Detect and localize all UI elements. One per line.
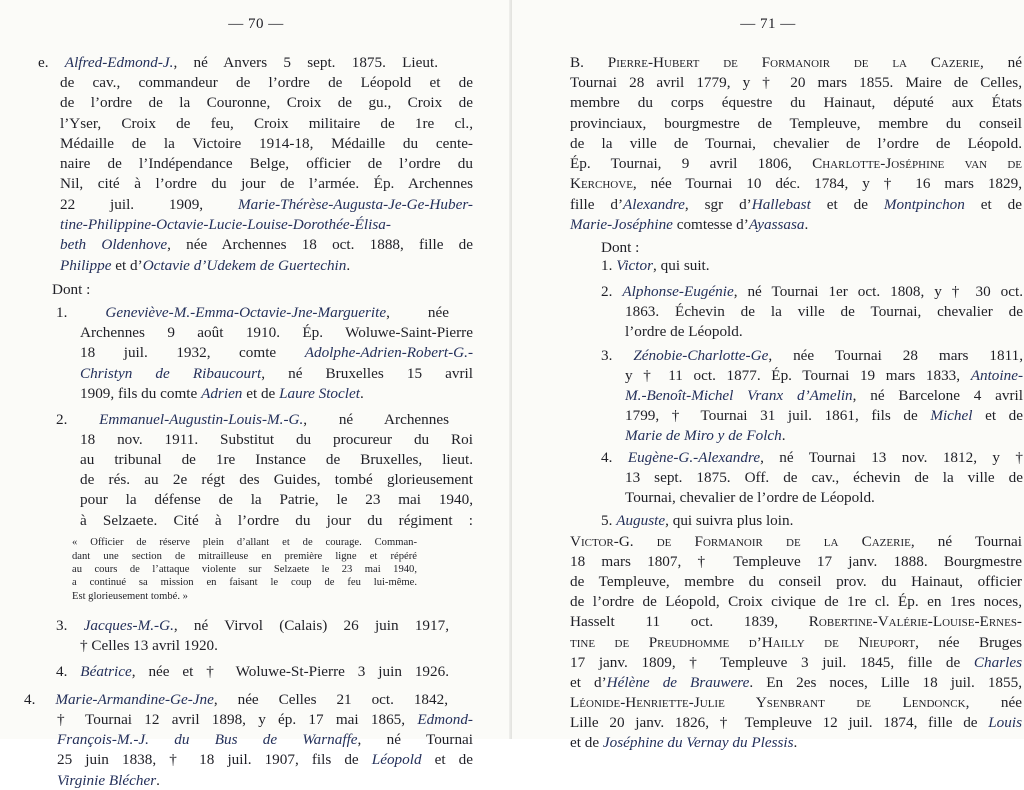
text-line [80, 364, 473, 383]
name-italic: Alphonse-Eugénie [622, 283, 734, 300]
text-run: , née Tournai 28 mars 1811, [768, 347, 1023, 364]
text-run: Lille 20 janv. 1826, † Templeuve 12 juil. 1874, fille de [570, 714, 989, 731]
text-run: et de [964, 196, 1022, 213]
text-run: Médaille de la Victoire 1914-18, Médaille du cente- [60, 135, 473, 152]
text-run: B. [570, 54, 608, 71]
text-run: , né Anvers 5 sept. 1875. Lieut. [173, 54, 438, 71]
text-run: et d’ [570, 674, 607, 691]
text-run: provinciaux, bourgmestre de Templeuve, membre du conseil [570, 115, 1022, 132]
text-line [625, 366, 1023, 385]
text-run: . [781, 427, 786, 444]
text-line [570, 713, 1022, 732]
text-run: Archennes 9 août 1910. Ép. Woluwe-Saint-Pierre [80, 324, 473, 341]
name-italic: M.-Benoît-Michel Vranx d’Amelin [625, 387, 853, 404]
name-small-caps: Pierre-Hubert de Formanoir de la Cazerie [607, 54, 981, 71]
name-italic: Marie-Armandine-Ge-Jne [55, 691, 214, 708]
text-line [56, 410, 449, 429]
text-line [80, 430, 473, 449]
text-run: , née Archennes 18 oct. 1888, fille de [167, 236, 473, 253]
text-run: , né Bruxelles 15 avril [261, 365, 473, 382]
name-italic: Victor [616, 257, 654, 274]
quote-line [72, 550, 417, 564]
text-run: e. [38, 54, 65, 71]
name-italic: Louis [988, 714, 1022, 731]
text-line [625, 302, 1023, 321]
text-run: au tribunal de 1re Instance de Bruxelles, lieut. [80, 451, 473, 468]
text-line [570, 653, 1022, 672]
text-run: naire de l’Indépendance Belge, officier de l’ordre du [60, 155, 473, 172]
text-run: , qui suit. [653, 257, 710, 274]
text-line [57, 710, 473, 729]
text-run: et de [570, 734, 603, 751]
text-run: de l’ordre de Léopold, Croix civique de 1re cl. Ép. en 1res noces, [570, 593, 1022, 610]
text-line [625, 468, 1023, 487]
text-line [60, 195, 473, 214]
name-italic: Philippe [60, 257, 112, 274]
name-italic: Zénobie-Charlotte-Ge [633, 347, 769, 364]
text-line [570, 174, 1022, 193]
text-run: 5. [601, 512, 617, 529]
name-italic: Montpinchon [883, 196, 965, 213]
text-run: et de [242, 385, 280, 402]
text-line [570, 572, 1022, 591]
name-small-caps: Charlotte-Joséphine van de [812, 155, 1022, 172]
text-run: et d’ [111, 257, 143, 274]
text-run: Nil, cité à l’ordre du jour de l’armée. Ép. Archennes [60, 175, 473, 192]
text-line [601, 282, 1023, 301]
name-italic: Adolphe-Adrien-Robert-G.- [304, 344, 473, 361]
text-run: , née Bruges [915, 634, 1022, 651]
text-line [601, 511, 793, 530]
text-line [601, 256, 710, 275]
name-italic: Léopold [371, 751, 422, 768]
text-run: comtesse d’ [672, 216, 749, 233]
quote-line [72, 590, 188, 604]
text-line [60, 134, 473, 153]
text-run: 1. [601, 257, 617, 274]
name-italic: tine-Philippine-Octavie-Lucie-Louise-Dorothée-Élisa- [60, 216, 391, 233]
text-run: . [804, 216, 809, 233]
text-line [570, 673, 1022, 692]
text-run: , né Tournai 13 nov. 1812, y † [760, 449, 1023, 466]
text-line [60, 174, 473, 193]
text-run: † Celles 13 avril 1920. [80, 637, 218, 654]
text-line [601, 448, 1023, 467]
text-line [570, 592, 1022, 611]
text-run: a continué sa mission en faisant le coup de feu lui-même. [72, 577, 417, 588]
text-run: . [346, 257, 351, 274]
text-line [80, 343, 473, 362]
quote-line [72, 536, 417, 550]
text-line [60, 73, 473, 92]
text-run: Tournai 28 avril 1779, y † 20 mars 1855. Maire de Celles, [570, 74, 1022, 91]
text-run: de la ville de Tournai, chevalier de l’ordre de Léopold. [570, 135, 1022, 152]
text-line [625, 406, 1023, 425]
text-run: , qui suivra plus loin. [665, 512, 794, 529]
text-run: 25 juin 1838, † 18 juil. 1907, fils de [57, 751, 372, 768]
text-line [570, 215, 808, 234]
text-run: l’Yser, Croix de feu, Croix militaire de 1re cl., [60, 115, 473, 132]
text-line [570, 114, 1022, 133]
name-italic: Edmond- [417, 711, 473, 728]
text-line [24, 690, 448, 709]
name-italic: Virginie Blécher [57, 772, 157, 789]
text-run: 18 mars 1807, † Templeuve 17 janv. 1888. Bourgmestre [570, 553, 1022, 570]
text-line [570, 195, 1022, 214]
quote-line [72, 563, 417, 577]
name-italic: Antoine- [970, 367, 1023, 384]
text-run: 18 juil. 1932, comte [80, 344, 305, 361]
text-line [625, 488, 875, 507]
text-run: 18 nov. 1911. Substitut du procureur du Roi [80, 431, 473, 448]
text-run: , né Virvol (Calais) 26 juin 1917, [173, 617, 449, 634]
text-run: Ép. Tournai, 9 avril 1806, [570, 155, 813, 172]
text-line [80, 636, 218, 655]
text-run: Dont : [52, 281, 91, 298]
text-line [56, 303, 449, 322]
text-line [52, 280, 90, 299]
name-italic: Hallebast [751, 196, 811, 213]
text-run: . En 2es noces, Lille 18 juil. 1855, [749, 674, 1022, 691]
name-italic: beth Oldenhove [60, 236, 168, 253]
text-run: , né Tournai 1er oct. 1808, y † 30 oct. [733, 283, 1023, 300]
text-line [80, 323, 473, 342]
text-run: , née et † Woluwe-St-Pierre 3 juin 1926. [131, 663, 449, 680]
text-run: . [156, 772, 160, 789]
text-run: 1909, fils du comte [80, 385, 202, 402]
text-run: 1. [56, 304, 106, 321]
name-italic: Geneviève-M.-Emma-Octavie-Jne-Marguerite [105, 304, 387, 321]
text-run: et de [810, 196, 884, 213]
text-run: à Selzaete. Cité à l’ordre du jour du régiment : [80, 512, 473, 529]
text-line [60, 114, 473, 133]
text-line [570, 532, 1022, 551]
text-line [80, 384, 364, 403]
text-run: 1799, † Tournai 31 juil. 1861, fils de [625, 407, 931, 424]
text-run: de Templeuve, membre du conseil prov. du Hainaut, officier [570, 573, 1022, 590]
text-line [56, 662, 449, 681]
text-run: et de [972, 407, 1023, 424]
text-run: , sgr d’ [684, 196, 752, 213]
name-italic: Alexandre [623, 196, 685, 213]
name-italic: Béatrice [80, 663, 132, 680]
text-run: Tournai, chevalier de l’ordre de Léopold. [625, 489, 875, 506]
text-run: 2. [601, 283, 623, 300]
text-run: l’ordre de Léopold. [625, 323, 743, 340]
text-line [38, 53, 438, 72]
name-italic: Michel [930, 407, 973, 424]
text-line [625, 386, 1023, 405]
text-run: 1863. Échevin de la ville de Tournai, chevalier de [625, 303, 1023, 320]
text-run: 22 juil. 1909, [60, 196, 238, 213]
text-run: , née Celles 21 oct. 1842, [213, 691, 448, 708]
text-line [57, 730, 473, 749]
name-italic: Octavie d’Udekem de Guertechin [142, 257, 347, 274]
text-run: dant une section de mitrailleuse en première ligne et répéré [72, 551, 417, 562]
text-run: , né Tournai [357, 731, 473, 748]
text-run: , né [980, 54, 1022, 71]
name-italic: Jacques-M.-G. [83, 617, 174, 634]
text-run: 3. [56, 617, 84, 634]
text-run: « Officier de réserve plein d’allant et de courage. Comman- [72, 537, 417, 548]
name-italic: Christyn de Ribaucourt [80, 365, 262, 382]
text-line [570, 693, 1022, 712]
text-line [60, 215, 473, 234]
text-line [80, 511, 473, 530]
text-run: , née [386, 304, 449, 321]
text-line [570, 134, 1022, 153]
text-line [570, 733, 797, 752]
name-italic: Alfred-Edmond-J. [64, 54, 174, 71]
text-run: Dont : [601, 239, 640, 256]
name-small-caps: Kerchove [570, 175, 633, 192]
text-line [625, 426, 786, 445]
name-italic: Auguste [616, 512, 666, 529]
text-run: 17 janv. 1809, † Templeuve 3 juil. 1845, fille de [570, 654, 974, 671]
text-line [80, 450, 473, 469]
text-run: 4. [56, 663, 81, 680]
name-italic: Ayassasa [748, 216, 805, 233]
text-run: de rés. au 2e régt des Guides, tombé glorieusement [80, 471, 473, 488]
text-line [80, 470, 473, 489]
text-run: 13 sept. 1875. Off. de cav., échevin de la ville de [625, 469, 1023, 486]
name-italic: Marie de Miro y de Folch [625, 427, 782, 444]
text-run: Est glorieusement tombé. » [72, 591, 188, 602]
text-line [60, 256, 350, 275]
text-run: au cours de l’attaque violente sur Selzaete le 23 mai 1940, [72, 564, 417, 575]
text-run: fille d’ [570, 196, 624, 213]
text-line [625, 322, 743, 341]
name-italic: Marie-Thérèse-Augusta-Je-Ge-Huber- [237, 196, 473, 213]
text-line [57, 750, 473, 769]
text-run: , né Barcelone 4 avril [852, 387, 1023, 404]
text-run: de l’ordre de la Couronne, Croix de gu., Croix de [60, 94, 473, 111]
name-small-caps: Léonide-Henriette-Julie Ysenbrant de Lendonck [570, 694, 966, 711]
text-run: et de [421, 751, 473, 768]
text-line [56, 616, 449, 635]
right-page [512, 0, 1024, 751]
text-run: 2. [56, 411, 100, 428]
text-run: , né Tournai [910, 533, 1022, 550]
name-italic: Emmanuel-Augustin-Louis-M.-G. [99, 411, 304, 428]
name-italic: Eugène-G.-Alexandre [627, 449, 761, 466]
text-run: , née [965, 694, 1022, 711]
text-line [57, 771, 160, 790]
text-line [570, 633, 1022, 652]
text-line [80, 490, 473, 509]
text-run: . [359, 385, 364, 402]
text-run: . [793, 734, 798, 751]
name-italic: Hélène de Brauwere [606, 674, 750, 691]
name-small-caps: tine de Preudhomme d’Hailly de Nieuport [570, 634, 916, 651]
text-run: , née Tournai 10 déc. 1784, y † 16 mars 1829, [632, 175, 1022, 192]
text-line [60, 154, 473, 173]
text-run: y † 11 oct. 1877. Ép. Tournai 19 mars 1833, [625, 367, 971, 384]
text-run: 4. [601, 449, 628, 466]
name-italic: François-M.-J. du Bus de Warnaffe [57, 731, 358, 748]
text-run: , né Archennes [303, 411, 449, 428]
name-italic: Adrien [201, 385, 243, 402]
name-italic: Marie-Joséphine [570, 216, 673, 233]
text-run: 4. [24, 691, 56, 708]
text-run: pour la défense de la Patrie, le 23 mai 1940, [80, 491, 473, 508]
text-line [570, 612, 1022, 631]
page-number: — 70 — [228, 16, 284, 32]
name-small-caps: Victor-G. de Formanoir de la Cazerie [570, 533, 911, 550]
quote-line [72, 576, 417, 590]
text-run: de cav., commandeur de l’ordre de Léopold et de [60, 74, 473, 91]
text-run: † Tournai 12 avril 1898, y ép. 17 mai 1865, [57, 711, 418, 728]
text-run: membre du corps équestre du Hainaut, député aux États [570, 94, 1022, 111]
name-small-caps: Robertine-Valérie-Louise-Ernes- [808, 613, 1022, 630]
text-line [570, 93, 1022, 112]
text-run: Hasselt 11 oct. 1839, [570, 613, 809, 630]
text-line [570, 552, 1022, 571]
left-page [0, 0, 512, 789]
text-line [601, 238, 639, 257]
text-run: 3. [601, 347, 634, 364]
page-number: — 71 — [740, 16, 796, 32]
text-line [570, 53, 1022, 72]
text-line [60, 235, 473, 254]
name-italic: Laure Stoclet [279, 385, 360, 402]
name-italic: Joséphine du Vernay du Plessis [602, 734, 794, 751]
text-line [570, 73, 1022, 92]
text-line [570, 154, 1022, 173]
text-line [601, 346, 1023, 365]
name-italic: Charles [973, 654, 1022, 671]
text-line [60, 93, 473, 112]
